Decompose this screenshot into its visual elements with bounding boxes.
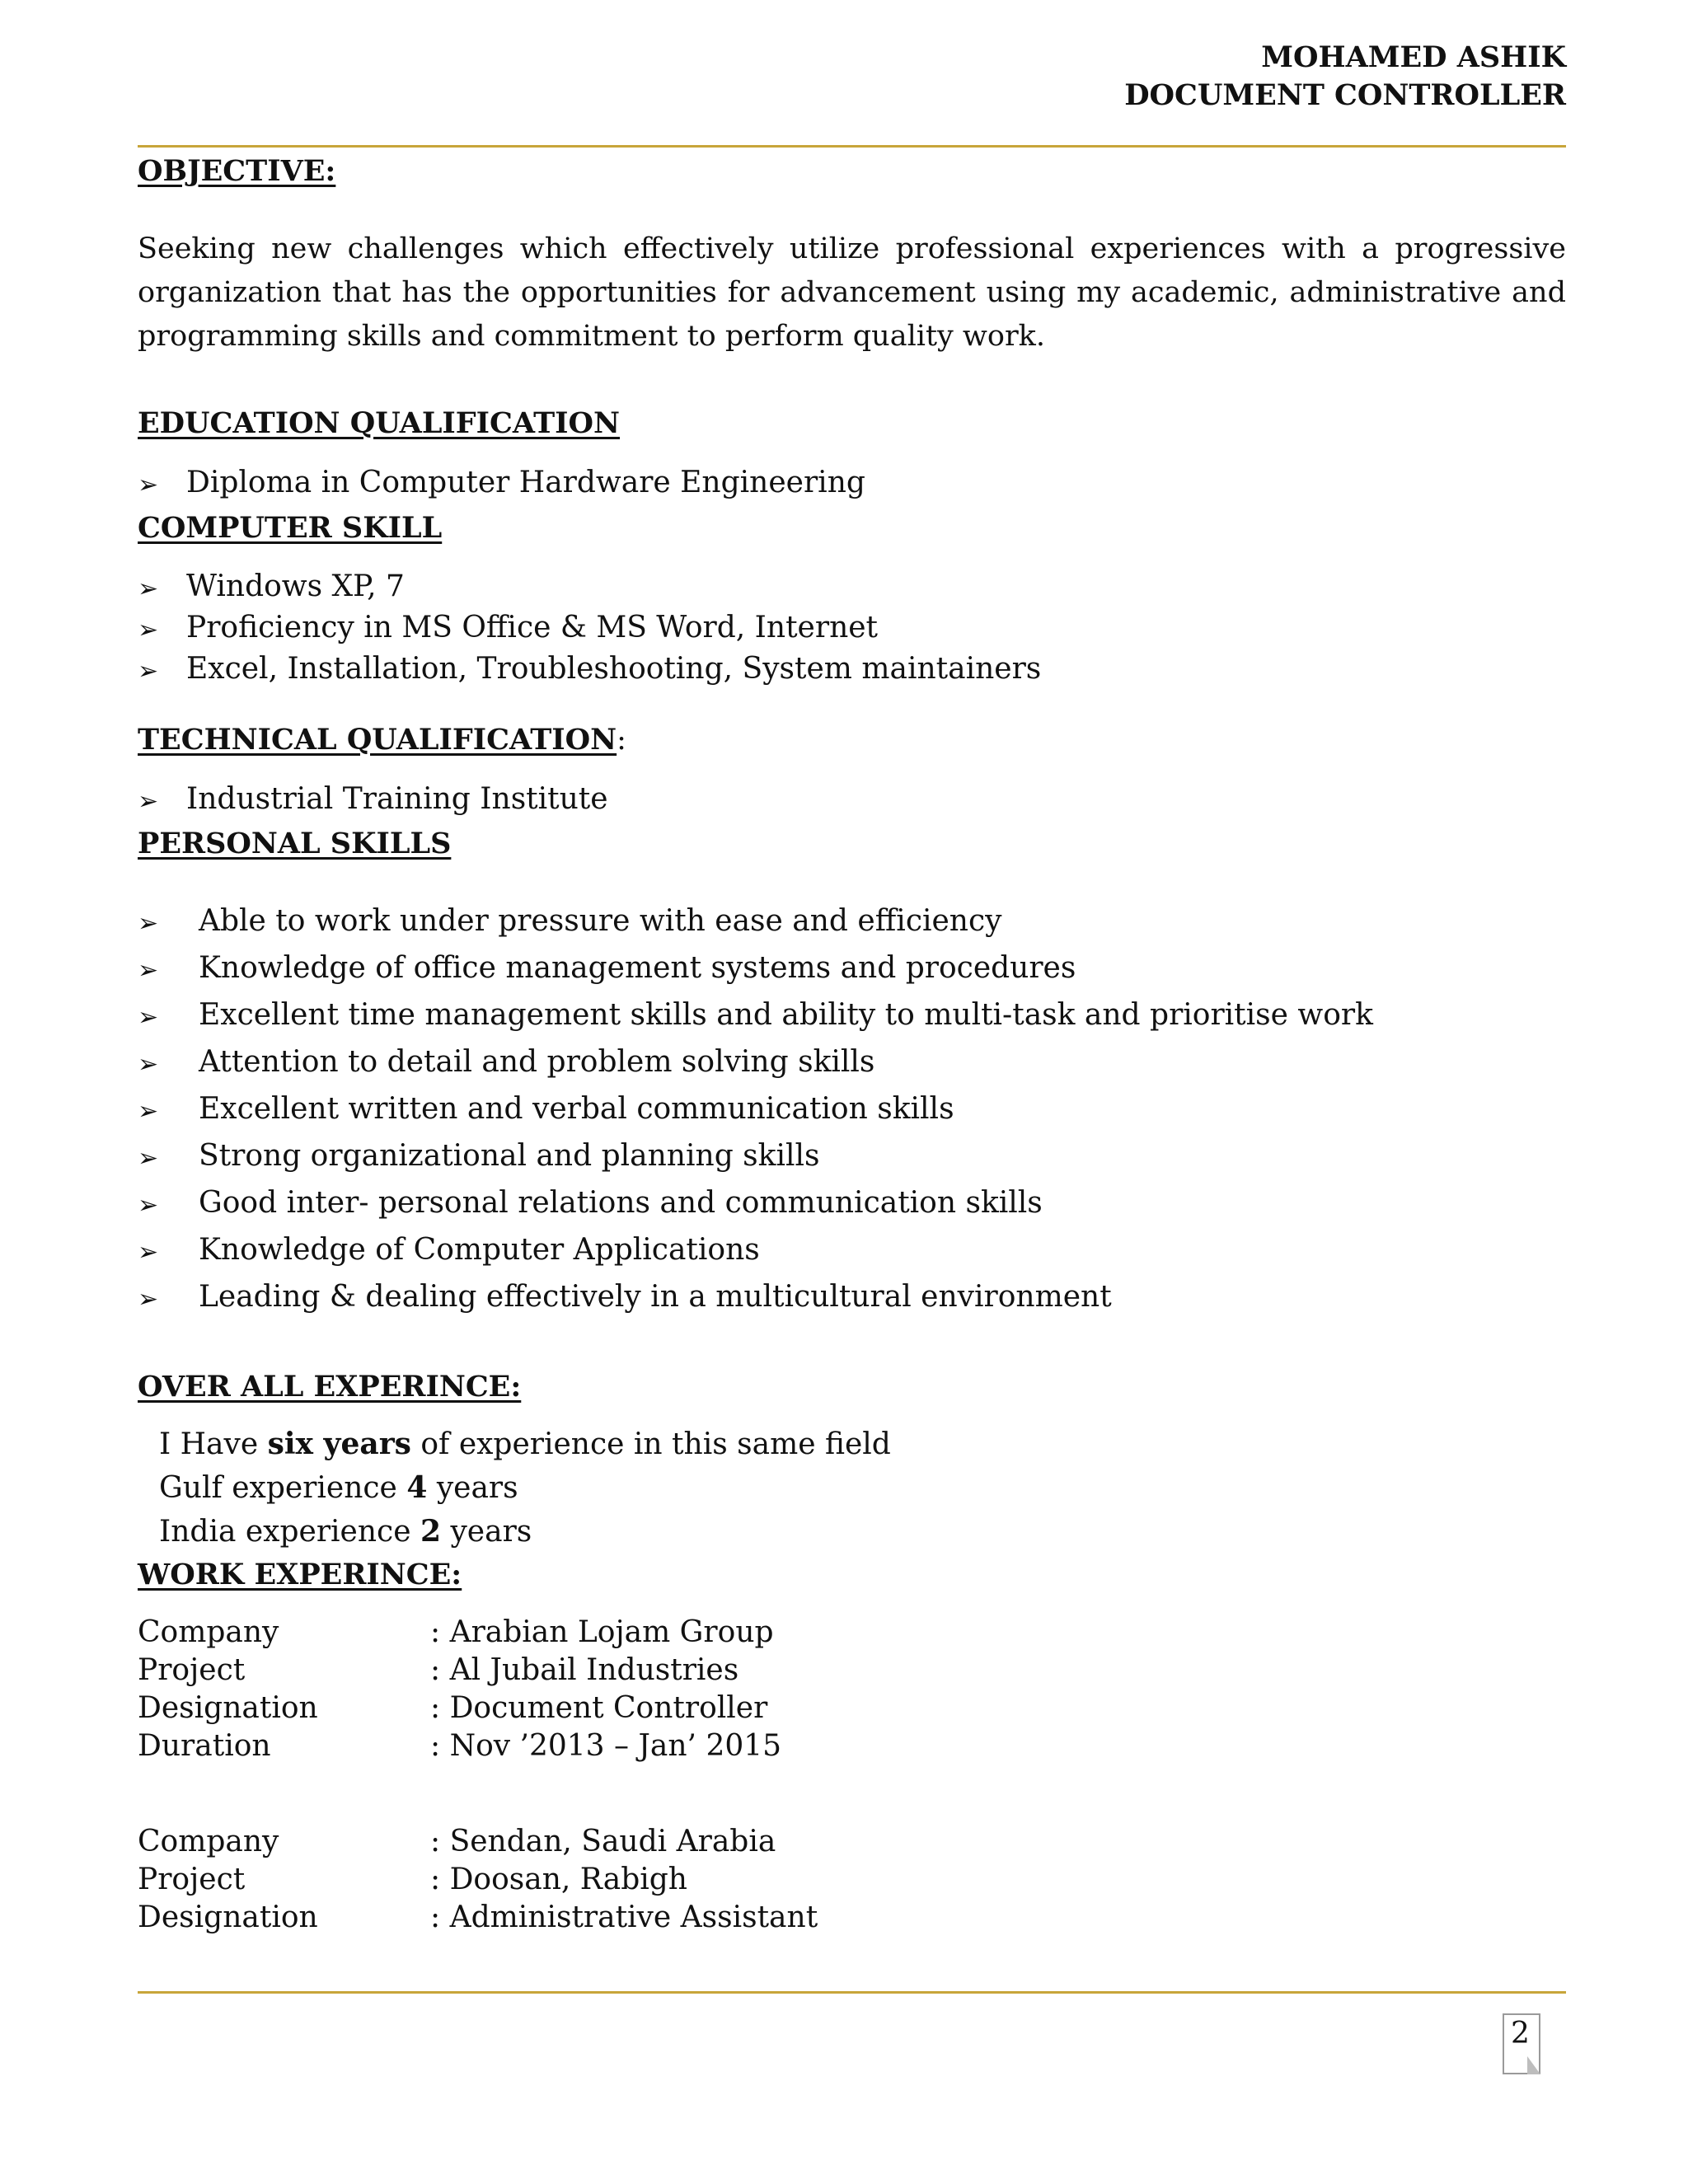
india-experience-text: India experience [159, 1515, 420, 1549]
job-2-designation-label: Designation [138, 1900, 318, 1934]
job-1-project-value: : Al Jubail Industries [430, 1653, 739, 1687]
personal-skill-item: Knowledge of office management systems and procedures [199, 951, 1076, 985]
job-1-company-label: Company [138, 1615, 279, 1649]
gulf-experience-line [159, 1470, 518, 1505]
job-1-company-value: : Arabian Lojam Group [430, 1615, 774, 1649]
personal-skill-item: Good inter- personal relations and communication skills [199, 1186, 1043, 1220]
education-item: Diploma in Computer Hardware Engineering [186, 466, 865, 499]
arrow-bullet-icon: ➢ [138, 574, 159, 603]
arrow-bullet-icon: ➢ [138, 956, 159, 985]
page-number: 2 [1511, 2017, 1530, 2050]
arrow-bullet-icon: ➢ [138, 1238, 159, 1267]
personal-skill-item: Excellent time management skills and ability to multi-task and prioritise work [199, 998, 1373, 1032]
india-experience-text: years [441, 1515, 532, 1549]
job-2-designation-value: : Administrative Assistant [430, 1900, 818, 1934]
arrow-bullet-icon: ➢ [138, 1003, 159, 1032]
top-rule [138, 145, 1566, 148]
arrow-bullet-icon: ➢ [138, 616, 159, 644]
objective-line: programming skills and commitment to perform quality work. [138, 320, 1046, 353]
arrow-bullet-icon: ➢ [138, 1144, 159, 1173]
personal-skill-item: Attention to detail and problem solving skills [199, 1045, 875, 1079]
india-experience-years: 2 [420, 1514, 442, 1549]
candidate-role: DOCUMENT CONTROLLER [1124, 78, 1566, 112]
computer-skill-item: Excel, Installation, Troubleshooting, System maintainers [186, 652, 1042, 686]
education-heading: EDUCATION QUALIFICATION [138, 406, 621, 440]
india-experience-line [159, 1514, 532, 1549]
technical-heading-colon: : [617, 724, 626, 757]
overall-experience-text: of experience in this same field [410, 1427, 891, 1461]
arrow-bullet-icon: ➢ [138, 657, 159, 686]
overall-experience-line [159, 1427, 891, 1461]
job-2-company-label: Company [138, 1825, 279, 1858]
arrow-bullet-icon: ➢ [138, 909, 159, 938]
gulf-experience-text: Gulf experience [159, 1471, 407, 1505]
overall-experience-text: I Have [159, 1427, 268, 1461]
job-2-company-value: : Sendan, Saudi Arabia [430, 1825, 776, 1858]
personal-skill-item: Strong organizational and planning skills [199, 1139, 820, 1173]
computer-skill-item: Proficiency in MS Office & MS Word, Internet [186, 611, 879, 644]
objective-line: organization that has the opportunities for advancement using my academic, administrative and [138, 276, 1566, 309]
objective-heading: OBJECTIVE: [138, 154, 336, 188]
bottom-rule [138, 1991, 1566, 1994]
job-1-duration-value: : Nov ’2013 – Jan’ 2015 [430, 1729, 782, 1763]
personal-skill-item: Excellent written and verbal communication skills [199, 1092, 954, 1126]
arrow-bullet-icon: ➢ [138, 471, 159, 499]
job-2-project-label: Project [138, 1863, 246, 1896]
technical-heading: TECHNICAL QUALIFICATION [138, 723, 617, 757]
job-1-duration-label: Duration [138, 1729, 271, 1763]
arrow-bullet-icon: ➢ [138, 1050, 159, 1079]
job-1-designation-label: Designation [138, 1691, 318, 1725]
job-2-project-value: : Doosan, Rabigh [430, 1863, 687, 1896]
arrow-bullet-icon: ➢ [138, 1191, 159, 1220]
overall-experience-heading: OVER ALL EXPERINCE: [138, 1370, 522, 1404]
gulf-experience-text: years [427, 1471, 518, 1505]
computer-skill-heading: COMPUTER SKILL [138, 511, 443, 545]
arrow-bullet-icon: ➢ [138, 1097, 159, 1126]
arrow-bullet-icon: ➢ [138, 787, 159, 816]
personal-skill-item: Knowledge of Computer Applications [199, 1233, 760, 1267]
objective-line: Seeking new challenges which effectively utilize professional experiences with a progressive [138, 232, 1566, 265]
candidate-name: MOHAMED ASHIK [1261, 40, 1566, 74]
objective-paragraph [138, 227, 1566, 359]
personal-skill-item: Able to work under pressure with ease and efficiency [199, 904, 1002, 938]
work-experience-heading: WORK EXPERINCE: [138, 1558, 462, 1591]
technical-item: Industrial Training Institute [186, 782, 608, 816]
page-fold-icon [1527, 2056, 1540, 2074]
personal-skills-heading: PERSONAL SKILLS [138, 827, 452, 860]
job-1-designation-value: : Document Controller [430, 1691, 768, 1725]
gulf-experience-years: 4 [406, 1470, 428, 1505]
technical-heading-row [138, 723, 626, 757]
arrow-bullet-icon: ➢ [138, 1285, 159, 1314]
overall-experience-years: six years [267, 1427, 411, 1461]
job-1-project-label: Project [138, 1653, 246, 1687]
personal-skill-item: Leading & dealing effectively in a multicultural environment [199, 1280, 1112, 1314]
computer-skill-item: Windows XP, 7 [186, 569, 405, 603]
